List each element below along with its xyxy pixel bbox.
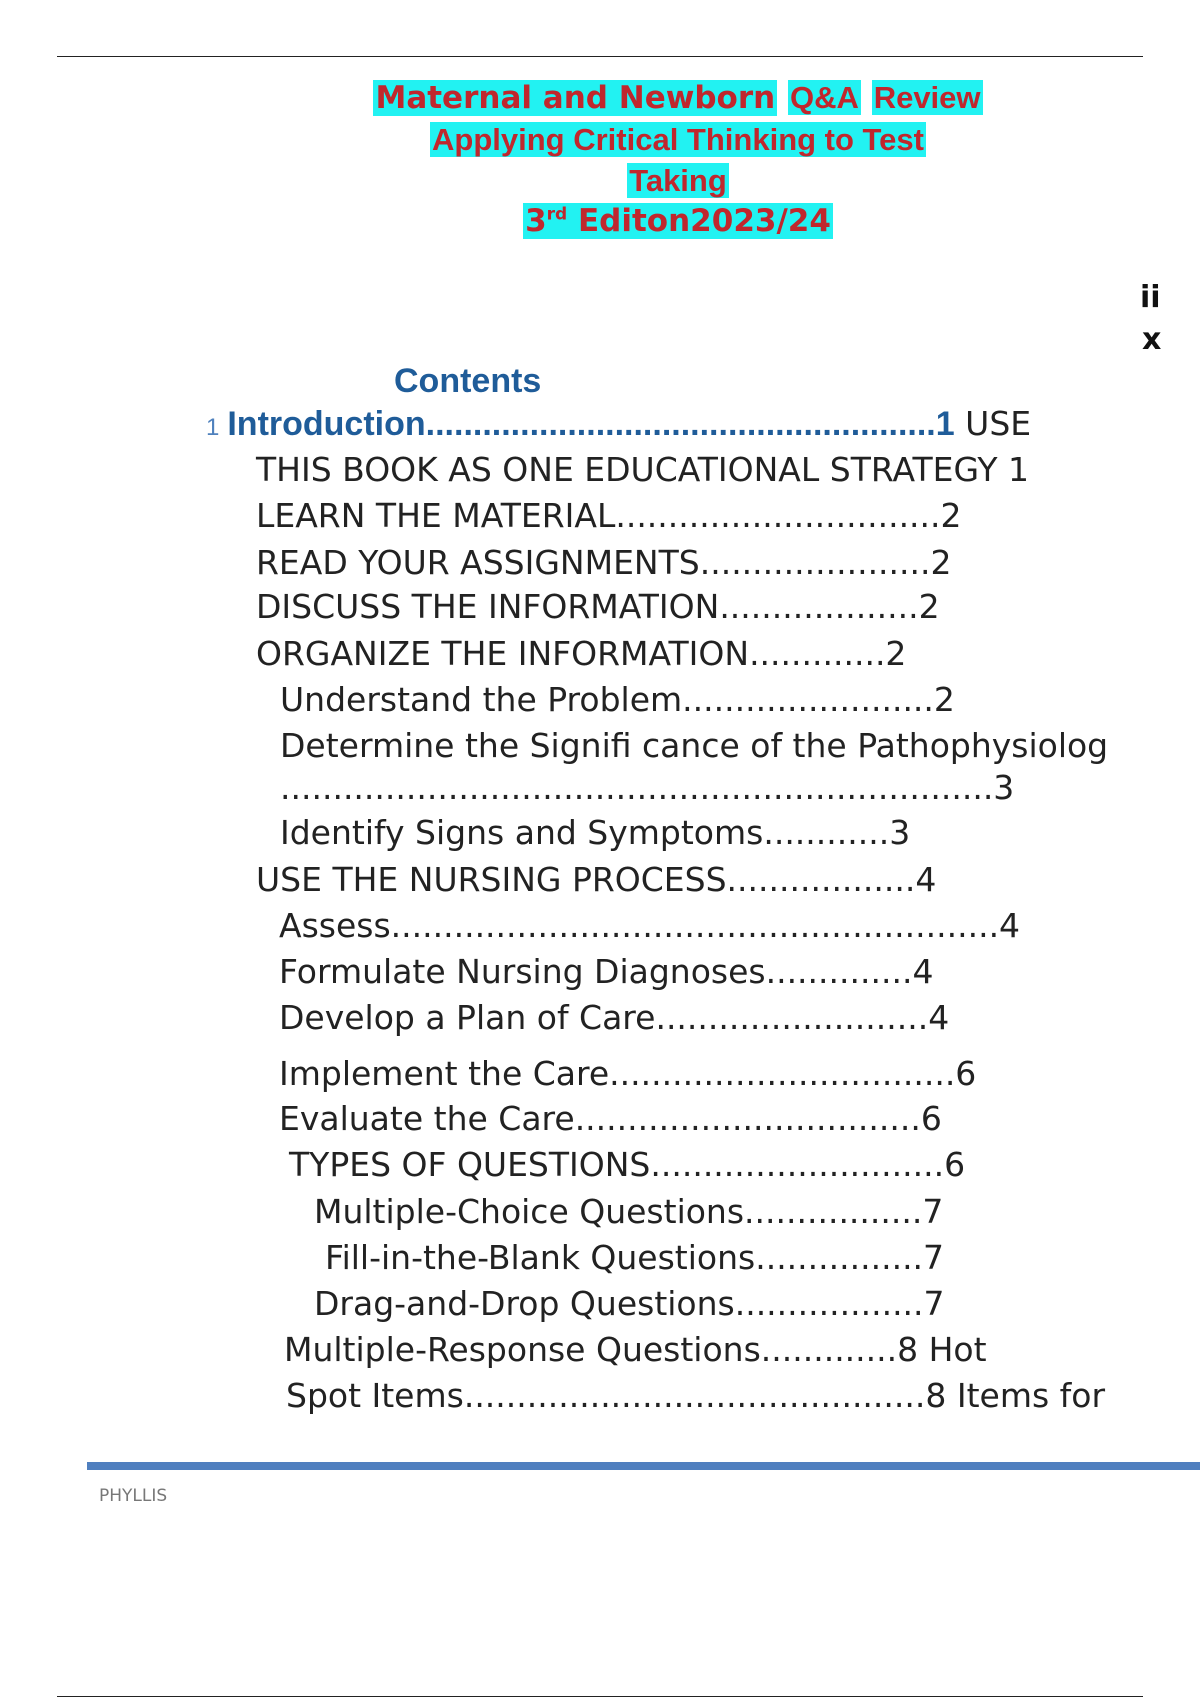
toc-entry-introduction[interactable] — [206, 404, 1031, 444]
toc-line[interactable]: READ YOUR ASSIGNMENTS......................2 — [256, 543, 952, 582]
toc-line[interactable]: Identify Signs and Symptoms............3 — [280, 813, 911, 852]
toc-entry-dots: ...................................................... — [425, 405, 936, 443]
title-line-3 — [0, 160, 1200, 201]
toc-line[interactable]: LEARN THE MATERIAL...............................2 — [256, 496, 962, 535]
bottom-rule — [57, 1696, 1143, 1697]
title-review: Review — [873, 80, 981, 115]
edition-suffix: rd — [546, 204, 568, 225]
title-block — [0, 77, 1200, 242]
contents-heading: Contents — [394, 362, 542, 400]
toc-line[interactable]: Multiple-Choice Questions.................7 — [314, 1192, 944, 1231]
top-rule — [57, 56, 1143, 57]
toc-line[interactable]: Develop a Plan of Care..........................4 — [279, 998, 950, 1037]
subtitle: Applying Critical Thinking to Test — [432, 122, 924, 157]
title-qa: Q&A — [790, 80, 859, 115]
toc-line[interactable]: Understand the Problem........................2 — [280, 680, 955, 719]
toc-line[interactable]: ....................................................................3 — [280, 768, 1015, 807]
edition-number: 3 — [525, 203, 547, 239]
toc-line[interactable]: TYPES OF QUESTIONS............................6 — [289, 1145, 966, 1184]
page-number-line1: ii — [1140, 280, 1161, 315]
toc-entry-after: USE — [954, 404, 1032, 443]
toc-line[interactable]: Formulate Nursing Diagnoses..............4 — [279, 952, 934, 991]
edition-line — [0, 201, 1200, 242]
footer-divider — [87, 1462, 1200, 1470]
title-main: Maternal and Newborn — [375, 80, 776, 116]
toc-line[interactable]: Implement the Care.................................6 — [279, 1054, 977, 1093]
toc-line[interactable]: DISCUSS THE INFORMATION...................2 — [256, 587, 940, 626]
toc-line[interactable]: Drag-and-Drop Questions..................7 — [314, 1284, 945, 1323]
footer-author: PHYLLIS — [99, 1486, 168, 1506]
toc-line[interactable]: Determine the Signifi cance of the Pathophysiolog — [280, 726, 1109, 765]
subtitle-cont: Taking — [629, 163, 727, 198]
title-line-1 — [0, 77, 1200, 119]
toc-line[interactable]: ORGANIZE THE INFORMATION.............2 — [256, 634, 907, 673]
toc-line[interactable]: Fill-in-the-Blank Questions................7 — [325, 1238, 945, 1277]
toc-line[interactable]: Evaluate the Care.................................6 — [279, 1099, 942, 1138]
toc-line[interactable]: USE THE NURSING PROCESS..................4 — [256, 860, 937, 899]
title-line-2 — [0, 119, 1200, 160]
toc-line[interactable]: Assess..........................................................4 — [279, 906, 1021, 945]
toc-entry-page: 1 — [935, 405, 955, 443]
toc-line[interactable]: THIS BOOK AS ONE EDUCATIONAL STRATEGY 1 — [256, 450, 1030, 489]
edition — [523, 203, 833, 239]
edition-rest: Editon2023/24 — [567, 203, 831, 239]
toc-line[interactable]: Multiple-Response Questions.............8 Hot — [284, 1330, 987, 1369]
toc-entry-label: Introduction — [227, 405, 426, 443]
toc-line[interactable]: Spot Items............................................8 Items for — [286, 1376, 1106, 1415]
page-number-line2: x — [1142, 322, 1162, 357]
toc-entry-number: 1 — [206, 414, 220, 441]
